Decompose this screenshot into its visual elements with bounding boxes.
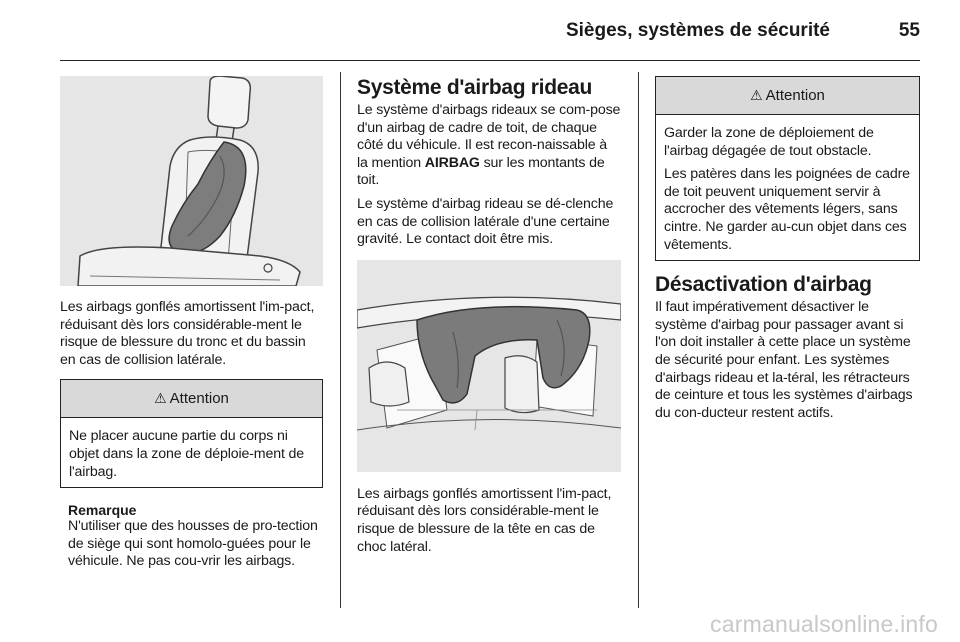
header-divider xyxy=(60,60,920,61)
airbag-deactivation-heading: Désactivation d'airbag xyxy=(655,273,872,297)
curtain-airbag-illustration xyxy=(357,260,621,472)
side-airbag-seat-illustration xyxy=(60,76,323,286)
column-divider-1 xyxy=(340,72,341,608)
watermark: carmanualsonline.info xyxy=(710,611,938,637)
note-label: Remarque xyxy=(68,502,137,519)
warning-header xyxy=(656,77,919,115)
seat-airbag-drawing xyxy=(60,76,323,286)
curtain-airbag-heading: Système d'airbag rideau xyxy=(357,76,593,99)
curtain-airbag-paragraph-3: Les airbags gonflés amortissent l'im-pact, réduisant dès lors considérable-ment le risque de blessure de la tête en cas de choc latéral. xyxy=(357,485,612,555)
column-right xyxy=(655,76,920,422)
p1-text-before: Le système d'airbags rideaux se com-pose d'un airbag de cadre de toit, de chaque côté du véhicule. Il est recon-naissable à la mention xyxy=(357,102,621,171)
curtain-airbag-drawing xyxy=(357,260,621,472)
warning-text: Ne placer aucune partie du corps ni objet dans la zone de déploie-ment de l'airbag. xyxy=(69,428,305,480)
airbag-keyword: AIRBAG xyxy=(424,154,480,171)
airbag-deactivation-paragraph: Il faut impérativement désactiver le système d'airbag pour passager avant si l'on doit installer à cette place un système de sécurité pour enfant. Les systèmes d'airbags rideau et la-téral, les rétracteurs de ceinture et tous les systèmes d'airbags du con-ducteur restent actifs. xyxy=(655,299,913,421)
warning-body xyxy=(656,115,919,260)
p1-text-after: sur les montants de toit. xyxy=(357,154,605,189)
page-number: 55 xyxy=(898,20,920,41)
note-text: N'utiliser que des housses de pro-tection de siège qui sont homolo-guées pour le véhicule. Ne pas cou-vrir les airbags. xyxy=(68,518,318,570)
warning-triangle-icon: ⚠ xyxy=(750,87,763,103)
warning-box-right xyxy=(655,76,920,261)
warning-title: Attention xyxy=(765,87,825,104)
warning-text-2: Les patères dans les poignées de cadre de toit peuvent uniquement servir à accrocher des vêtements légers, sans cintre. Ne garder au-cun objet dans ces vêtements. xyxy=(664,166,910,253)
note-block xyxy=(60,502,323,571)
column-middle xyxy=(357,76,621,556)
curtain-airbag-paragraph-2: Le système d'airbag rideau se dé-clenche en cas de collision latérale d'une certaine gravité. Le contact doit être mis. xyxy=(357,195,614,248)
side-airbag-paragraph: Les airbags gonflés amortissent l'im-pact, réduisant dès lors considérable-ment le risque de blessure du tronc et du bassin en cas de collision latérale. xyxy=(60,299,315,368)
column-divider-2 xyxy=(638,72,639,608)
curtain-airbag-paragraph-1 xyxy=(357,102,621,190)
warning-triangle-icon: ⚠ xyxy=(154,390,167,407)
column-left xyxy=(60,76,323,571)
page-header xyxy=(60,14,920,54)
warning-text-1: Garder la zone de déploiement de l'airbag dégagée de tout obstacle. xyxy=(664,125,874,159)
warning-header xyxy=(61,380,322,418)
section-title: Sièges, systèmes de sécurité xyxy=(565,20,830,41)
warning-box-left xyxy=(60,379,323,488)
warning-title: Attention xyxy=(169,390,229,408)
